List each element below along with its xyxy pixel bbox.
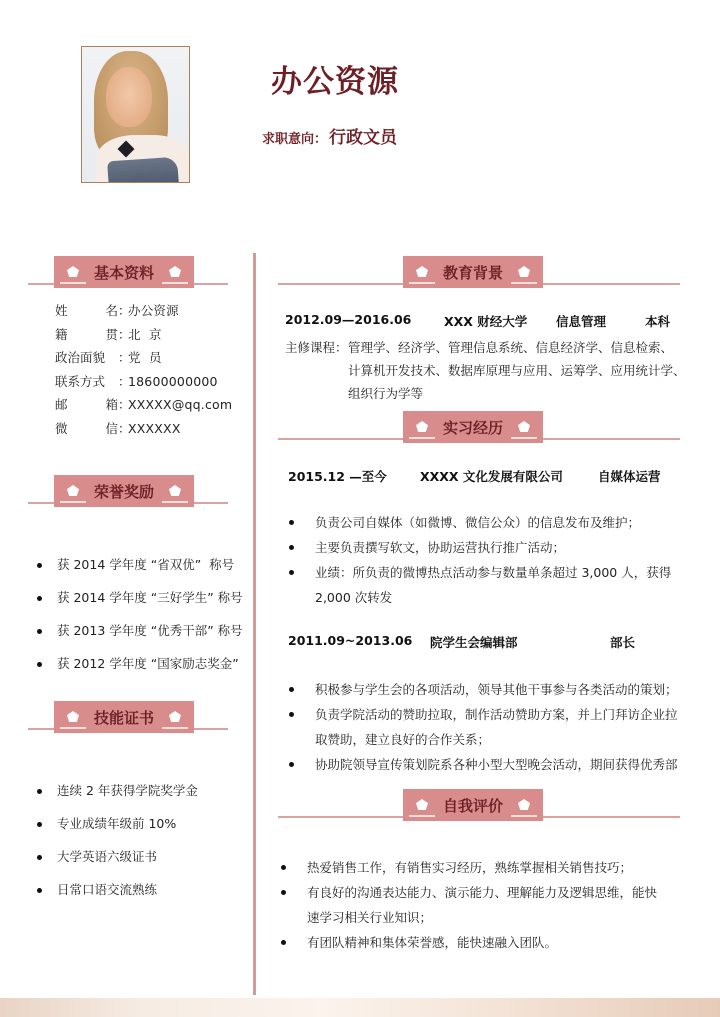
section-header-basic-info [28,256,228,288]
photo-face [106,67,152,127]
info-key: 微 信 [55,420,118,436]
info-value: XXXXX@qq.com [128,397,233,412]
experience-org: XXXX 文化发展有限公司 [420,469,563,484]
education-entry-header [285,312,673,330]
courses-label: 主修课程： [285,340,348,355]
bullet-icon [37,596,42,601]
header-badge [403,411,543,443]
section-title: 荣誉奖励 [93,482,154,501]
section-header-education [278,256,680,288]
education-period: 2012.09—2016.06 [285,312,412,327]
bullet-icon [37,888,42,893]
awards-list [37,557,243,689]
pentagon-icon [511,256,537,288]
bullet-icon [289,570,294,575]
header-badge [54,256,194,288]
experience-bullets [288,510,671,610]
info-key: 政治面貌 [55,350,106,365]
pentagon-icon [511,411,537,443]
list-item: 有良好的沟通表达能力、演示能力、理解能力及逻辑思维，能快 速学习相关行业知识； [280,880,657,930]
experience-period: 2011.09~2013.06 [288,633,413,648]
footer-decoration [0,998,720,1017]
info-value: XXXXXX [128,420,181,436]
pentagon-icon [60,256,86,288]
list-item: 获 2012 学年度 “国家励志奖金” [37,656,243,689]
header-badge [54,701,194,733]
section-title: 技能证书 [93,708,154,727]
list-item: 获 2013 学年度 “优秀干部” 称号 [37,623,243,656]
pentagon-icon [409,256,435,288]
skills-list [37,783,198,915]
list-item: 大学英语六级证书 [37,849,198,882]
bullet-icon [37,822,42,827]
bullet-icon [37,855,42,860]
pentagon-icon [409,411,435,443]
info-value: 18600000000 [128,373,218,389]
bullet-icon [37,563,42,568]
bullet-icon [281,865,286,870]
info-row-phone: 联系方式 ： 18600000000 [55,373,232,397]
pentagon-icon [511,789,537,821]
bullet-icon [37,629,42,634]
courses-text: 管理学、经济学、管理信息系统、信息经济学、信息检索、 计算机开发技术、数据库原理与应用、运筹学、应用统计学、 组织行为学等 [348,340,686,401]
header-badge [403,789,543,821]
info-key: 联系方式 [55,373,106,389]
bullet-icon [289,687,294,692]
info-value: 办公资源 [128,303,179,318]
experience-org: 院学生会编辑部 [430,635,518,650]
list-item: 负责公司自媒体（如微博、微信公众）的信息发布及维护； [288,510,671,535]
section-title: 教育背景 [442,263,503,282]
education-degree: 本科 [645,314,671,329]
header-badge [403,256,543,288]
experience-role: 部长 [610,635,636,650]
section-title: 实习经历 [442,418,503,437]
bullet-icon [289,762,294,767]
info-row-name: 姓 名 ： 办公资源 [55,302,232,326]
job-objective-label: 求职意向： [262,132,328,147]
pentagon-icon [162,701,188,733]
profile-photo [81,46,190,183]
list-item: 获 2014 学年度 “省双优” 称号 [37,557,243,590]
experience-entry-header [288,467,678,485]
list-item: 日常口语交流熟练 [37,882,198,915]
pentagon-icon [60,701,86,733]
experience-bullets [288,677,678,777]
list-item: 积极参与学生会的各项活动，领导其他干事参与各类活动的策划； [288,677,678,702]
education-school: XXX 财经大学 [444,314,528,329]
self-evaluation-list [280,855,657,955]
info-row-wechat: 微 信 ： XXXXXX [55,420,232,444]
column-divider [253,253,256,995]
pentagon-icon [162,475,188,507]
header-badge [54,475,194,507]
experience-role: 自媒体运营 [598,469,661,484]
list-item: 业绩：所负责的微博热点活动参与数量单条超过 3,000 人，获得 2,000 次转发 [288,560,671,610]
bullet-icon [37,662,42,667]
info-row-hometown: 籍 贯 ： 北 京 [55,326,232,350]
pentagon-icon [409,789,435,821]
photo-folder [107,157,179,183]
bullet-icon [289,520,294,525]
basic-info-list [55,302,232,443]
experience-period: 2015.12 —至今 [288,469,387,484]
bullet-icon [281,940,286,945]
info-row-political-status: 政治面貌 ： 党 员 [55,349,232,373]
bullet-icon [281,890,286,895]
pentagon-icon [162,256,188,288]
job-objective-value: 行政文员 [329,128,398,148]
list-item: 主要负责撰写软文，协助运营执行推广活动； [288,535,671,560]
experience-entry-header [288,633,678,651]
info-value: 北 京 [128,326,162,342]
list-item: 有团队精神和集体荣誉感，能快速融入团队。 [280,930,657,955]
section-title: 基本资料 [93,263,154,282]
list-item: 负责学院活动的赞助拉取，制作活动赞助方案，并上门拜访企业拉 取赞助，建立良好的合作关系； [288,702,678,752]
education-major: 信息管理 [556,314,607,329]
section-header-skills [28,701,228,733]
info-row-email: 邮 箱 ： XXXXX@qq.com [55,396,232,420]
section-header-awards [28,475,228,507]
job-objective [262,123,397,148]
bullet-icon [37,789,42,794]
section-header-internship [278,411,680,443]
info-value: 党 员 [128,350,162,365]
list-item: 热爱销售工作，有销售实习经历，熟练掌握相关销售技巧； [280,855,657,880]
info-key: 姓 名 [55,303,118,318]
info-key: 籍 贯 [55,326,118,342]
list-item: 获 2014 学年度 “三好学生” 称号 [37,590,243,623]
bullet-icon [289,545,294,550]
section-title: 自我评价 [442,796,503,815]
candidate-name: 办公资源 [271,64,399,100]
list-item: 专业成绩年级前 10% [37,816,198,849]
bullet-icon [289,712,294,717]
pentagon-icon [60,475,86,507]
list-item: 连续 2 年获得学院奖学金 [37,783,198,816]
section-header-self-evaluation [278,789,680,821]
info-key: 邮 箱 [55,397,118,412]
list-item: 协助院领导宣传策划院系各种小型大型晚会活动，期间获得优秀部 [288,752,678,777]
